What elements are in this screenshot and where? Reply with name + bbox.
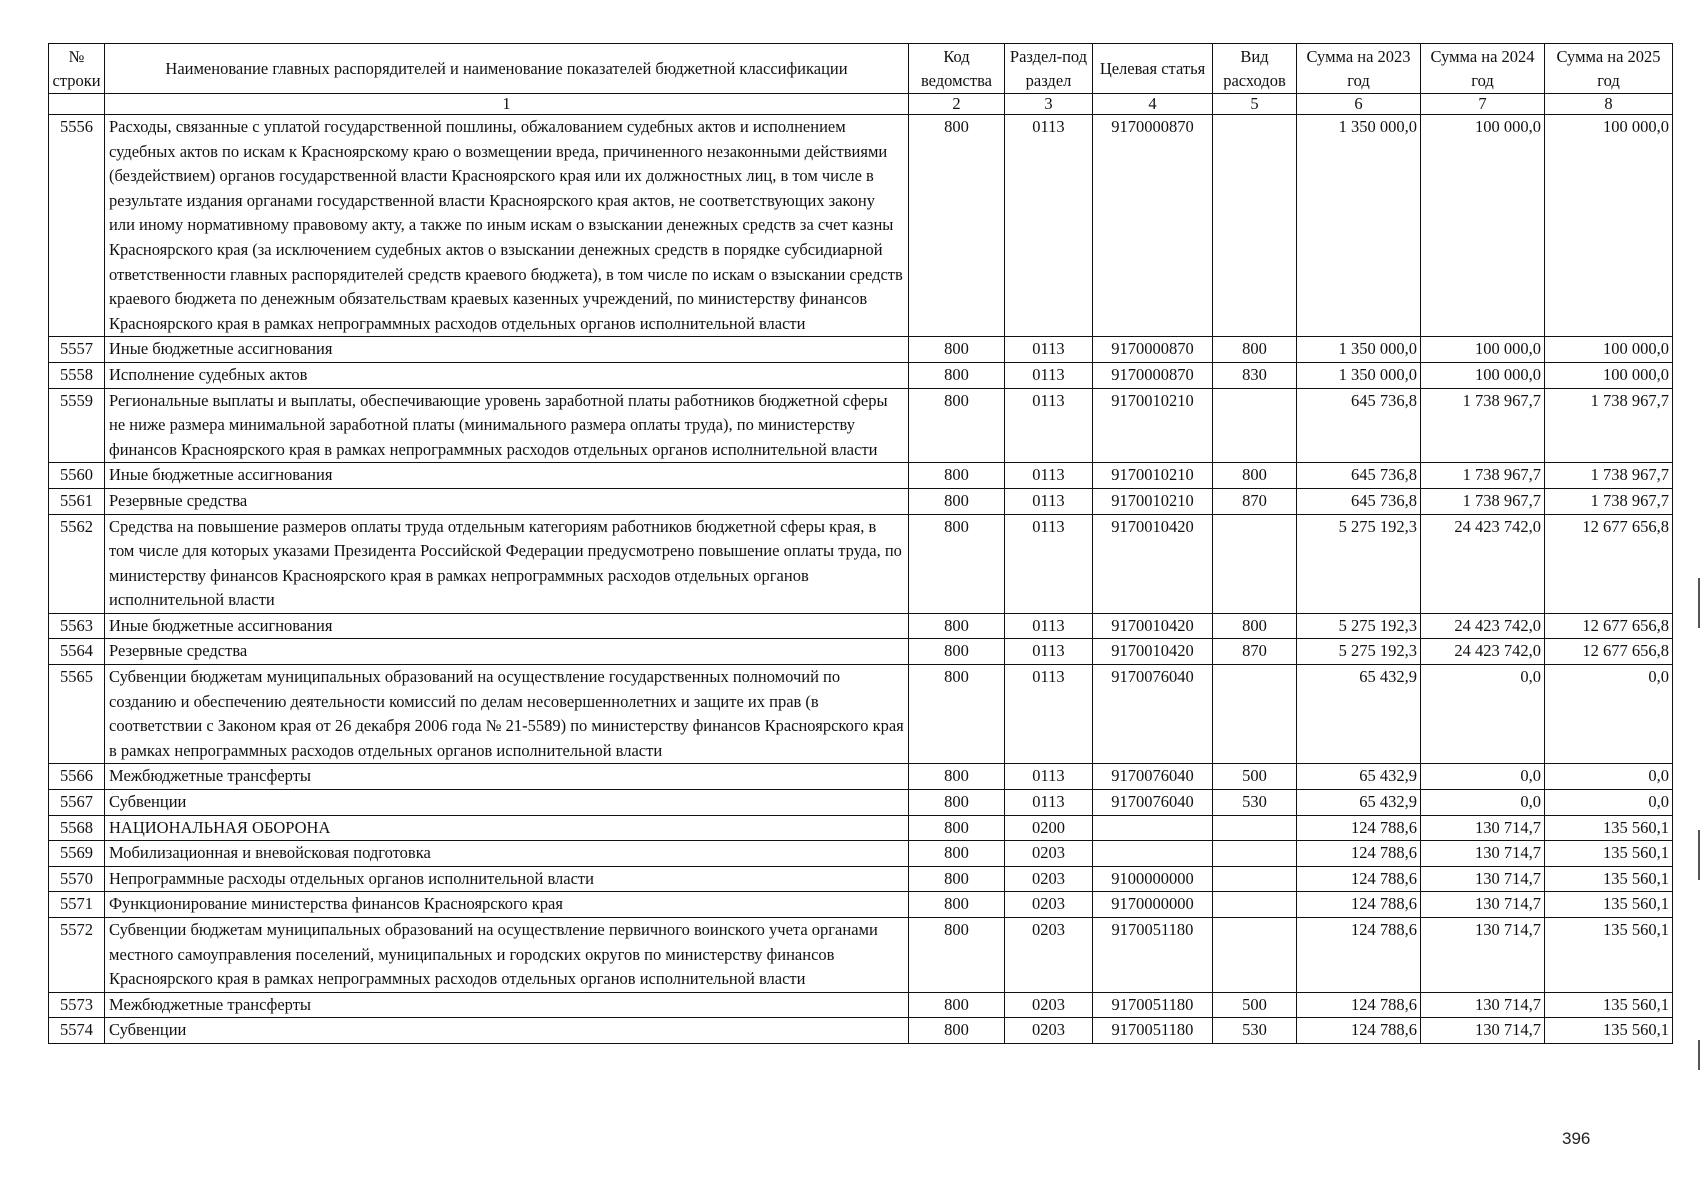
row-name: Субвенции бюджетам муниципальных образований на осуществление государственных полномочий по созданию и обеспечению деятельности комиссий по делам несовершеннолетних и защите их прав (в соответствии с Законом края от 26 декабря 2006 года № 21-5589) по министерству финансов Красноярского края в рамках непрограммных расходов отдельных органов исполнительной власти xyxy=(105,665,909,764)
dept-code: 800 xyxy=(909,764,1005,790)
sum-2023: 124 788,6 xyxy=(1297,866,1421,892)
dept-code: 800 xyxy=(909,362,1005,388)
sum-2024: 0,0 xyxy=(1421,790,1545,816)
expense-type-code xyxy=(1213,866,1297,892)
sum-2025: 135 560,1 xyxy=(1545,1018,1673,1044)
sum-2024: 0,0 xyxy=(1421,665,1545,764)
header-row-number: № строки xyxy=(49,44,105,94)
row-number: 5563 xyxy=(49,613,105,639)
header-expense-type: Вид расходов xyxy=(1213,44,1297,94)
column-number xyxy=(49,94,105,115)
row-number: 5559 xyxy=(49,388,105,463)
target-code: 9170000870 xyxy=(1093,337,1213,363)
dept-code: 800 xyxy=(909,1018,1005,1044)
column-number: 3 xyxy=(1005,94,1093,115)
header-target: Целевая статья xyxy=(1093,44,1213,94)
table-row xyxy=(49,388,1673,463)
row-name: Резервные средства xyxy=(105,488,909,514)
section-code: 0203 xyxy=(1005,866,1093,892)
row-number: 5557 xyxy=(49,337,105,363)
sum-2023: 1 350 000,0 xyxy=(1297,115,1421,337)
table-row xyxy=(49,514,1673,613)
sum-2025: 135 560,1 xyxy=(1545,918,1673,993)
target-code: 9170010210 xyxy=(1093,463,1213,489)
row-name: Резервные средства xyxy=(105,639,909,665)
sum-2024: 24 423 742,0 xyxy=(1421,613,1545,639)
section-code: 0203 xyxy=(1005,918,1093,993)
row-number: 5562 xyxy=(49,514,105,613)
section-code: 0203 xyxy=(1005,841,1093,867)
expense-type-code xyxy=(1213,815,1297,841)
table-row xyxy=(49,115,1673,337)
section-code: 0113 xyxy=(1005,790,1093,816)
row-name: Субвенции бюджетам муниципальных образований на осуществление первичного воинского учета органами местного самоуправления поселений, муниципальных и городских округов по министерству финансов Красноярского края в рамках непрограммных расходов отдельных органов исполнительной власти xyxy=(105,918,909,993)
target-code: 9170076040 xyxy=(1093,764,1213,790)
header-sum-2023: Сумма на 2023 год xyxy=(1297,44,1421,94)
sum-2023: 124 788,6 xyxy=(1297,1018,1421,1044)
expense-type-code: 800 xyxy=(1213,613,1297,639)
expense-type-code: 870 xyxy=(1213,488,1297,514)
header-sum-2024: Сумма на 2024 год xyxy=(1421,44,1545,94)
sum-2023: 124 788,6 xyxy=(1297,815,1421,841)
table-row xyxy=(49,918,1673,993)
sum-2025: 0,0 xyxy=(1545,665,1673,764)
dept-code: 800 xyxy=(909,992,1005,1018)
row-name: Межбюджетные трансферты xyxy=(105,992,909,1018)
expense-type-code xyxy=(1213,892,1297,918)
sum-2024: 130 714,7 xyxy=(1421,918,1545,993)
row-name: Расходы, связанные с уплатой государственной пошлины, обжалованием судебных актов и исполнением судебных актов по искам к Красноярскому краю о возмещении вреда, причиненного незаконными действиями (бездействием) органов государственной власти Красноярского края или их должностных лиц, в том числе в результате издания органами государственной власти Красноярского края актов, не соответствующих закону или иному нормативному правовому акту, а также по иным искам о взыскании денежных средств за счет казны Красноярского края (за исключением судебных актов о взыскании денежных средств в порядке субсидиарной ответственности главных распорядителей средств краевого бюджета), в том числе по искам о взыскании средств краевого бюджета по денежным обязательствам краевых казенных учреждений, по министерству финансов Красноярского края в рамках непрограммных расходов отдельных органов исполнительной власти xyxy=(105,115,909,337)
section-code: 0113 xyxy=(1005,665,1093,764)
dept-code: 800 xyxy=(909,488,1005,514)
column-number: 8 xyxy=(1545,94,1673,115)
expense-type-code xyxy=(1213,918,1297,993)
dept-code: 800 xyxy=(909,463,1005,489)
column-number: 7 xyxy=(1421,94,1545,115)
section-code: 0113 xyxy=(1005,764,1093,790)
target-code: 9170010210 xyxy=(1093,488,1213,514)
row-number: 5569 xyxy=(49,841,105,867)
target-code: 9170000870 xyxy=(1093,362,1213,388)
target-code xyxy=(1093,841,1213,867)
sum-2024: 130 714,7 xyxy=(1421,866,1545,892)
target-code: 9170010420 xyxy=(1093,514,1213,613)
budget-sheet xyxy=(48,43,1672,1044)
sum-2024: 0,0 xyxy=(1421,764,1545,790)
header-dept-code: Код ведомства xyxy=(909,44,1005,94)
row-number: 5567 xyxy=(49,790,105,816)
section-code: 0203 xyxy=(1005,992,1093,1018)
sum-2025: 100 000,0 xyxy=(1545,115,1673,337)
table-row xyxy=(49,1018,1673,1044)
scan-edge-mark xyxy=(1698,830,1700,880)
sum-2023: 645 736,8 xyxy=(1297,388,1421,463)
sum-2025: 1 738 967,7 xyxy=(1545,388,1673,463)
table-row xyxy=(49,892,1673,918)
sum-2025: 0,0 xyxy=(1545,790,1673,816)
row-name: Исполнение судебных актов xyxy=(105,362,909,388)
dept-code: 800 xyxy=(909,337,1005,363)
expense-type-code xyxy=(1213,514,1297,613)
expense-type-code: 830 xyxy=(1213,362,1297,388)
section-code: 0113 xyxy=(1005,388,1093,463)
section-code: 0113 xyxy=(1005,115,1093,337)
table-row xyxy=(49,362,1673,388)
sum-2025: 1 738 967,7 xyxy=(1545,488,1673,514)
section-code: 0113 xyxy=(1005,463,1093,489)
sum-2024: 130 714,7 xyxy=(1421,992,1545,1018)
row-number: 5568 xyxy=(49,815,105,841)
table-row xyxy=(49,337,1673,363)
scan-edge-mark xyxy=(1698,1040,1700,1070)
sum-2024: 1 738 967,7 xyxy=(1421,388,1545,463)
target-code: 9170000870 xyxy=(1093,115,1213,337)
expense-type-code xyxy=(1213,665,1297,764)
sum-2025: 100 000,0 xyxy=(1545,337,1673,363)
page-number: 396 xyxy=(1562,1129,1591,1148)
dept-code: 800 xyxy=(909,918,1005,993)
sum-2024: 1 738 967,7 xyxy=(1421,488,1545,514)
sum-2025: 100 000,0 xyxy=(1545,362,1673,388)
row-name: Субвенции xyxy=(105,1018,909,1044)
table-row xyxy=(49,463,1673,489)
row-name: Иные бюджетные ассигнования xyxy=(105,463,909,489)
target-code: 9170051180 xyxy=(1093,918,1213,993)
section-code: 0113 xyxy=(1005,639,1093,665)
sum-2023: 65 432,9 xyxy=(1297,764,1421,790)
dept-code: 800 xyxy=(909,866,1005,892)
sum-2025: 12 677 656,8 xyxy=(1545,639,1673,665)
dept-code: 800 xyxy=(909,841,1005,867)
expense-type-code: 530 xyxy=(1213,1018,1297,1044)
sum-2025: 12 677 656,8 xyxy=(1545,514,1673,613)
column-number-row xyxy=(49,94,1673,115)
table-row xyxy=(49,790,1673,816)
header-section: Раздел-подраздел xyxy=(1005,44,1093,94)
section-code: 0113 xyxy=(1005,488,1093,514)
sum-2025: 0,0 xyxy=(1545,764,1673,790)
column-number: 2 xyxy=(909,94,1005,115)
target-code: 9170076040 xyxy=(1093,790,1213,816)
row-name: Мобилизационная и вневойсковая подготовка xyxy=(105,841,909,867)
sum-2024: 130 714,7 xyxy=(1421,841,1545,867)
expense-type-code xyxy=(1213,388,1297,463)
column-number: 6 xyxy=(1297,94,1421,115)
sum-2023: 124 788,6 xyxy=(1297,992,1421,1018)
row-name: Непрограммные расходы отдельных органов исполнительной власти xyxy=(105,866,909,892)
expense-type-code: 530 xyxy=(1213,790,1297,816)
row-name: НАЦИОНАЛЬНАЯ ОБОРОНА xyxy=(105,815,909,841)
sum-2023: 124 788,6 xyxy=(1297,918,1421,993)
expense-type-code: 800 xyxy=(1213,337,1297,363)
table-row xyxy=(49,665,1673,764)
sum-2023: 65 432,9 xyxy=(1297,790,1421,816)
row-name: Средства на повышение размеров оплаты труда отдельным категориям работников бюджетной сферы края, в том числе для которых указами Президента Российской Федерации предусмотрено повышение оплаты труда, по министерству финансов Красноярского края в рамках непрограммных расходов отдельных органов исполнительной власти xyxy=(105,514,909,613)
sum-2023: 124 788,6 xyxy=(1297,841,1421,867)
sum-2023: 645 736,8 xyxy=(1297,463,1421,489)
sum-2025: 135 560,1 xyxy=(1545,866,1673,892)
section-code: 0113 xyxy=(1005,514,1093,613)
sum-2023: 5 275 192,3 xyxy=(1297,613,1421,639)
row-name: Функционирование министерства финансов Красноярского края xyxy=(105,892,909,918)
table-row xyxy=(49,992,1673,1018)
row-number: 5571 xyxy=(49,892,105,918)
target-code xyxy=(1093,815,1213,841)
row-number: 5560 xyxy=(49,463,105,489)
expense-type-code xyxy=(1213,115,1297,337)
target-code: 9170010210 xyxy=(1093,388,1213,463)
table-row xyxy=(49,639,1673,665)
dept-code: 800 xyxy=(909,115,1005,337)
table-row xyxy=(49,815,1673,841)
row-name: Иные бюджетные ассигнования xyxy=(105,613,909,639)
header-row xyxy=(49,44,1673,94)
sum-2024: 100 000,0 xyxy=(1421,337,1545,363)
row-number: 5566 xyxy=(49,764,105,790)
dept-code: 800 xyxy=(909,790,1005,816)
row-number: 5573 xyxy=(49,992,105,1018)
target-code: 9100000000 xyxy=(1093,866,1213,892)
dept-code: 800 xyxy=(909,639,1005,665)
sum-2024: 1 738 967,7 xyxy=(1421,463,1545,489)
dept-code: 800 xyxy=(909,388,1005,463)
sum-2024: 24 423 742,0 xyxy=(1421,514,1545,613)
section-code: 0203 xyxy=(1005,1018,1093,1044)
sum-2023: 124 788,6 xyxy=(1297,892,1421,918)
sum-2025: 135 560,1 xyxy=(1545,815,1673,841)
sum-2024: 100 000,0 xyxy=(1421,362,1545,388)
table-row xyxy=(49,764,1673,790)
sum-2024: 130 714,7 xyxy=(1421,1018,1545,1044)
expense-type-code xyxy=(1213,841,1297,867)
table-row xyxy=(49,866,1673,892)
expense-type-code: 500 xyxy=(1213,992,1297,1018)
dept-code: 800 xyxy=(909,613,1005,639)
dept-code: 800 xyxy=(909,514,1005,613)
dept-code: 800 xyxy=(909,892,1005,918)
sum-2025: 1 738 967,7 xyxy=(1545,463,1673,489)
table-row xyxy=(49,841,1673,867)
row-name: Региональные выплаты и выплаты, обеспечивающие уровень заработной платы работников бюджетной сферы не ниже размера минимальной заработной платы (минимального размера оплаты труда), по министерству финансов Красноярского края в рамках непрограммных расходов отдельных органов исполнительной власти xyxy=(105,388,909,463)
row-number: 5561 xyxy=(49,488,105,514)
expense-type-code: 870 xyxy=(1213,639,1297,665)
section-code: 0113 xyxy=(1005,337,1093,363)
row-number: 5565 xyxy=(49,665,105,764)
section-code: 0203 xyxy=(1005,892,1093,918)
row-name: Межбюджетные трансферты xyxy=(105,764,909,790)
row-number: 5564 xyxy=(49,639,105,665)
target-code: 9170051180 xyxy=(1093,1018,1213,1044)
sum-2025: 135 560,1 xyxy=(1545,892,1673,918)
target-code: 9170010420 xyxy=(1093,613,1213,639)
dept-code: 800 xyxy=(909,665,1005,764)
target-code: 9170000000 xyxy=(1093,892,1213,918)
header-sum-2025: Сумма на 2025 год xyxy=(1545,44,1673,94)
row-number: 5570 xyxy=(49,866,105,892)
section-code: 0113 xyxy=(1005,613,1093,639)
header-name: Наименование главных распорядителей и наименование показателей бюджетной классификации xyxy=(105,44,909,94)
expense-type-code: 800 xyxy=(1213,463,1297,489)
section-code: 0200 xyxy=(1005,815,1093,841)
scan-edge-mark xyxy=(1698,578,1700,628)
budget-table xyxy=(48,43,1673,1044)
column-number: 5 xyxy=(1213,94,1297,115)
sum-2024: 100 000,0 xyxy=(1421,115,1545,337)
row-number: 5558 xyxy=(49,362,105,388)
sum-2023: 65 432,9 xyxy=(1297,665,1421,764)
sum-2023: 645 736,8 xyxy=(1297,488,1421,514)
sum-2025: 12 677 656,8 xyxy=(1545,613,1673,639)
sum-2024: 24 423 742,0 xyxy=(1421,639,1545,665)
sum-2024: 130 714,7 xyxy=(1421,815,1545,841)
table-row xyxy=(49,488,1673,514)
sum-2024: 130 714,7 xyxy=(1421,892,1545,918)
row-number: 5574 xyxy=(49,1018,105,1044)
sum-2023: 5 275 192,3 xyxy=(1297,639,1421,665)
sum-2023: 1 350 000,0 xyxy=(1297,362,1421,388)
column-number: 1 xyxy=(105,94,909,115)
row-number: 5556 xyxy=(49,115,105,337)
sum-2025: 135 560,1 xyxy=(1545,841,1673,867)
row-name: Иные бюджетные ассигнования xyxy=(105,337,909,363)
row-name: Субвенции xyxy=(105,790,909,816)
dept-code: 800 xyxy=(909,815,1005,841)
column-number: 4 xyxy=(1093,94,1213,115)
expense-type-code: 500 xyxy=(1213,764,1297,790)
table-body xyxy=(49,115,1673,1044)
target-code: 9170076040 xyxy=(1093,665,1213,764)
row-number: 5572 xyxy=(49,918,105,993)
table-row xyxy=(49,613,1673,639)
section-code: 0113 xyxy=(1005,362,1093,388)
sum-2023: 1 350 000,0 xyxy=(1297,337,1421,363)
sum-2025: 135 560,1 xyxy=(1545,992,1673,1018)
target-code: 9170010420 xyxy=(1093,639,1213,665)
sum-2023: 5 275 192,3 xyxy=(1297,514,1421,613)
target-code: 9170051180 xyxy=(1093,992,1213,1018)
